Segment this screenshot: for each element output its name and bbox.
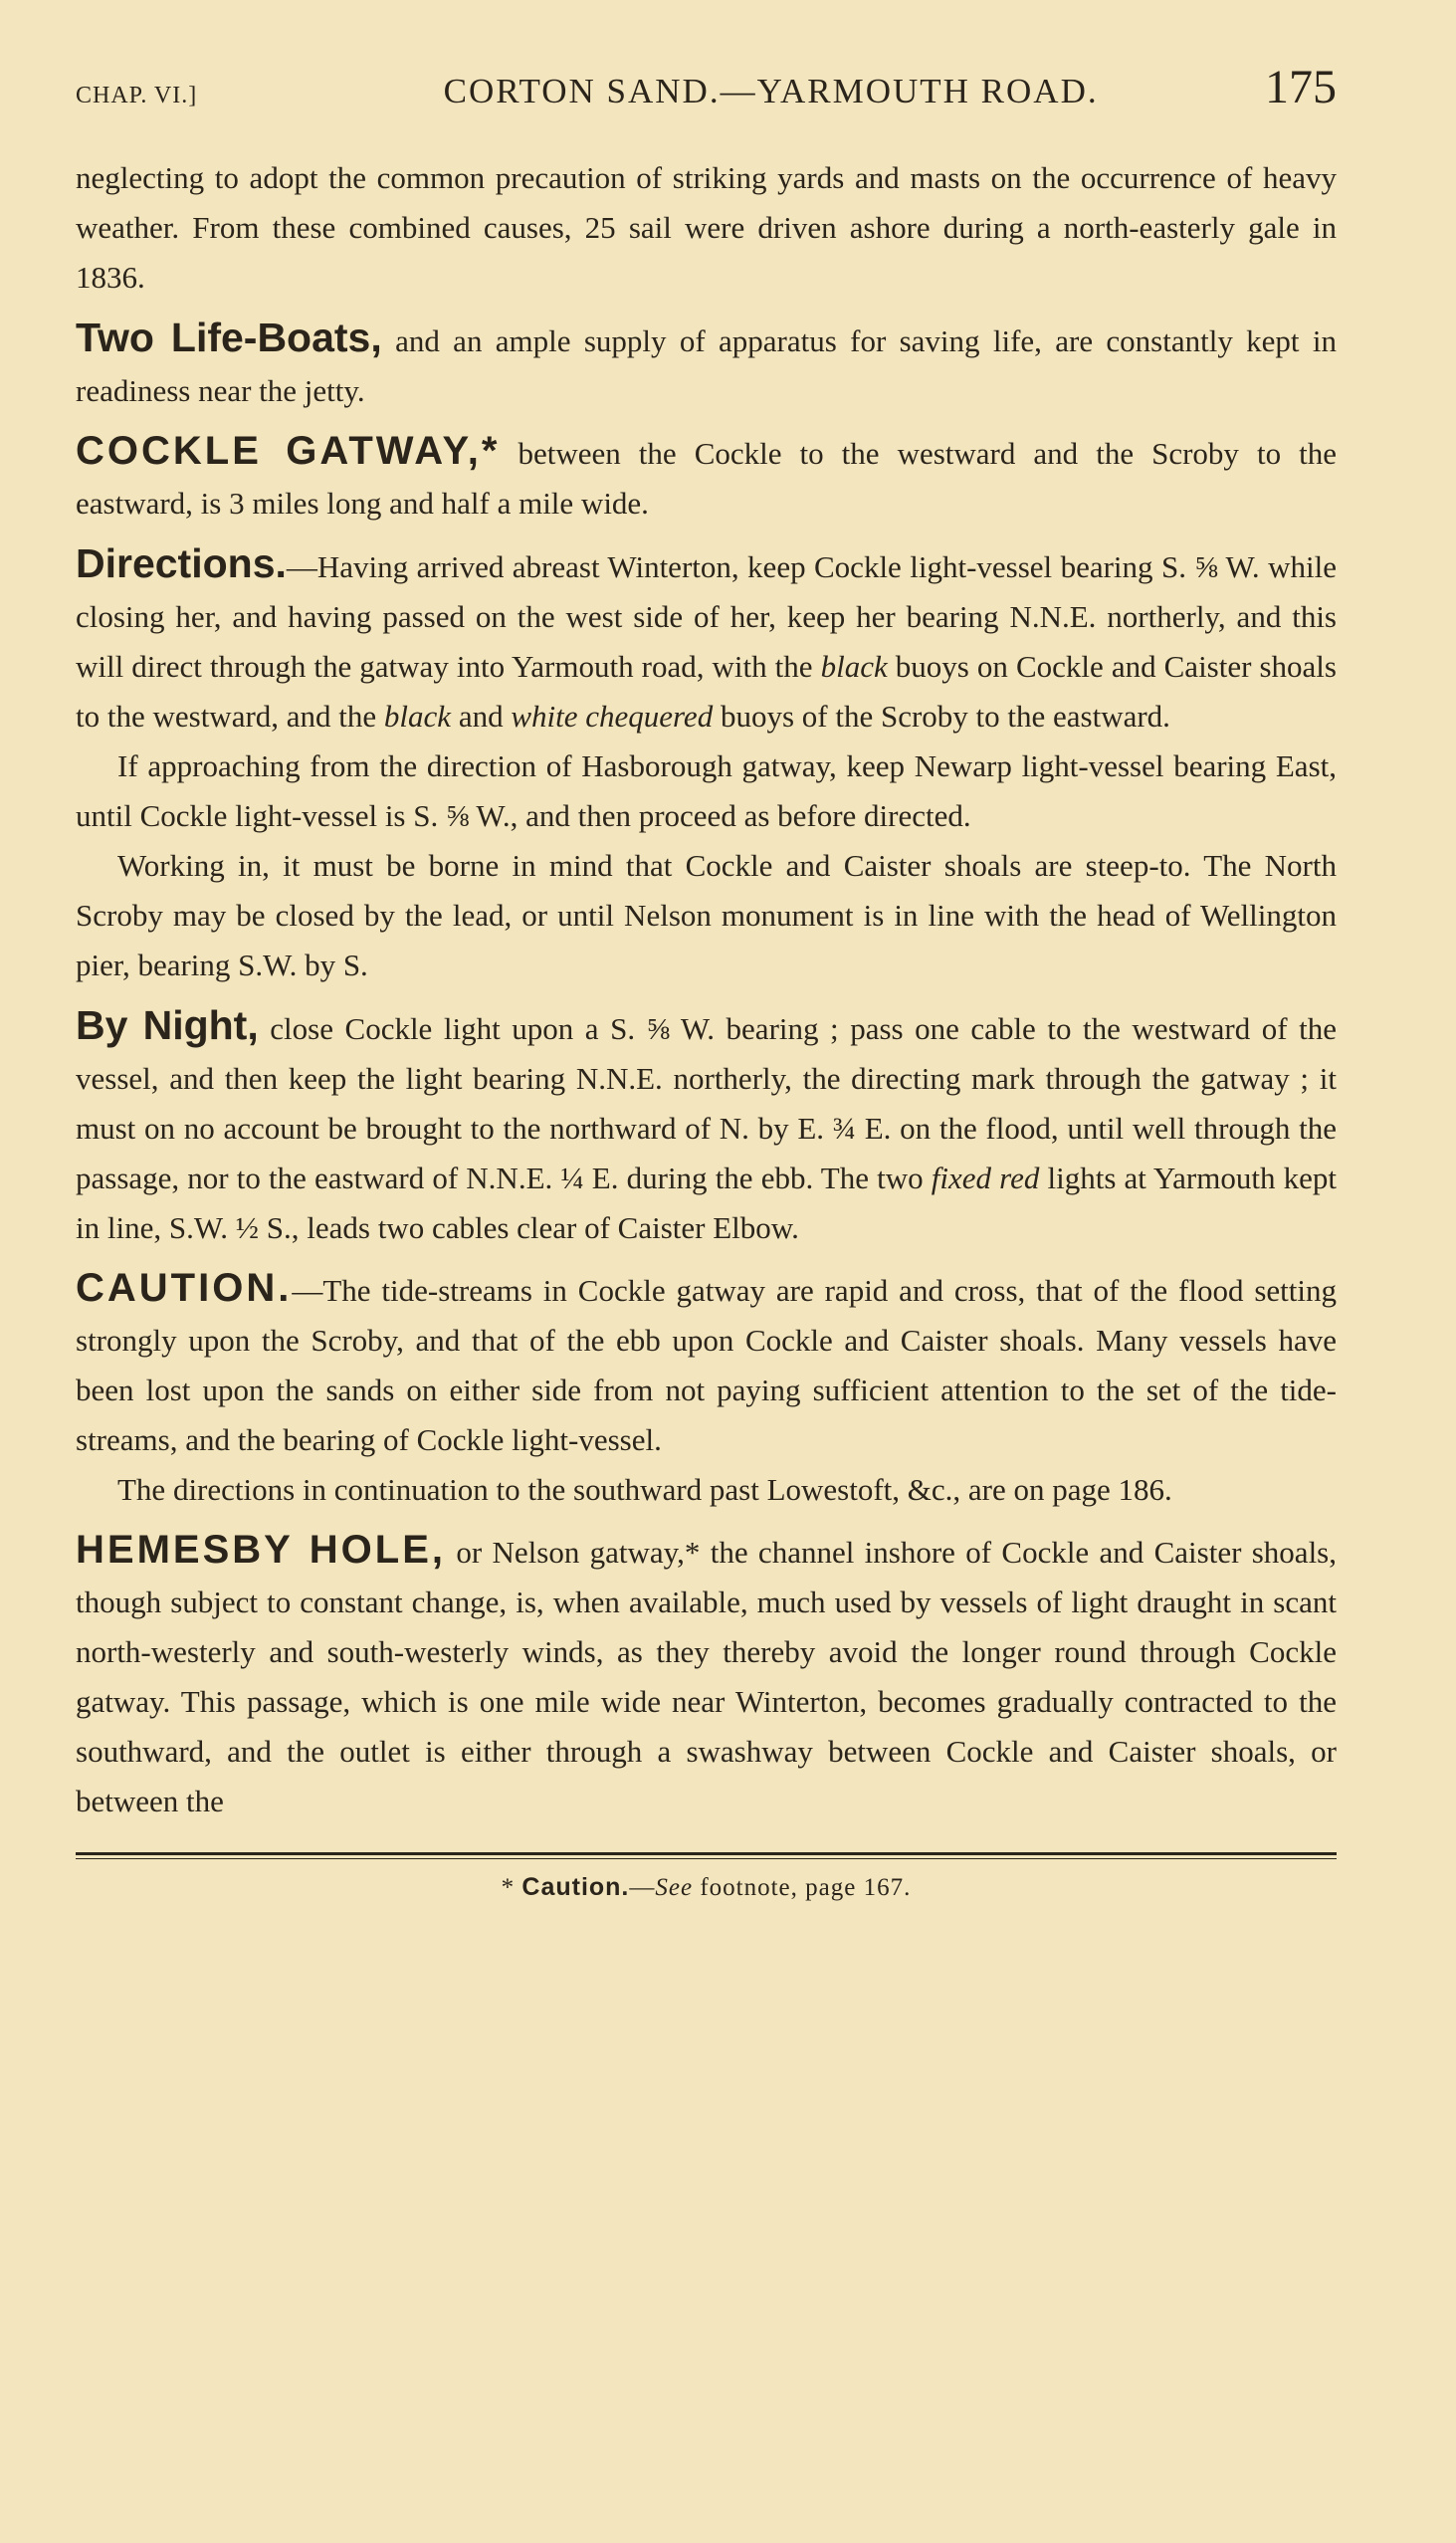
paragraph-cockle-gatway [76, 426, 1337, 529]
footnote-marker: * [501, 1874, 522, 1901]
paragraph-working-in: Working in, it must be borne in mind that Cockle and Caister shoals are steep-to. The North Scroby may be closed by the lead, or until Nelson monument is in line with the head of Wellington pier, bearing S.W. by S. [76, 848, 1337, 982]
horizontal-rule [76, 1852, 1337, 1859]
paragraph-life-boats [76, 313, 1337, 416]
paragraph-hemesby-hole [76, 1525, 1337, 1826]
paragraph-text: buoys on Cockle and Caister shoals to the westward, and the [76, 649, 1337, 734]
footnote-separator [76, 1852, 1337, 1859]
footnote [76, 1873, 1337, 1902]
footnote-text: footnote, page 167. [693, 1874, 912, 1901]
paragraph-text: lights at Yarmouth kept in line, S.W. ½ S., leads two cables clear of Caister Elbow. [76, 1161, 1337, 1245]
paragraph-directions [76, 538, 1337, 742]
paragraph-text: buoys of the Scroby to the eastward. [713, 699, 1170, 734]
paragraph-text: and [451, 699, 512, 734]
paragraph-text: close Cockle light upon a S. ⅝ W. bearing ; pass one cable to the westward of the vessel, and then keep the light bearing N.N.E. northerly, the directing mark through the gatway ; it must on no account be brought to the northward of N. by E. ¾ E. on the flood, until well through the passage, nor to the eastward of N.N.E. ¼ E. during the ebb. The two [76, 1011, 1337, 1195]
section-heading-life-boats: Two Life-Boats, [76, 315, 382, 360]
paragraph-text: and an ample supply of apparatus for saving life, are constantly kept in readiness near the jetty. [76, 323, 1337, 408]
paragraph-text: or Nelson gatway,* the channel inshore of Cockle and Caister shoals, though subject to constant change, is, when available, much used by vessels of light draught in scant north-westerly and south-westerly winds, as they thereby avoid the longer round through Cockle gatway. This passage, which is one mile wide near Winterton, becomes gradually contracted to the southward, and the outlet is either through a swashway between Cockle and Caister shoals, or between the [76, 1535, 1337, 1818]
chapter-label: CHAP. VI.] [76, 83, 198, 108]
section-heading-by-night: By Night, [76, 1002, 259, 1048]
footnote-see: See [655, 1874, 694, 1901]
paragraph-continuation: The directions in continuation to the southward past Lowestoft, &c., are on page 186. [117, 1472, 1172, 1507]
italic-text: fixed red [931, 1161, 1040, 1195]
italic-text: black [820, 649, 888, 684]
section-heading-cockle-gatway: COCKLE GATWAY,* [76, 429, 501, 473]
footnote-dash: — [629, 1874, 656, 1901]
paragraph-text: —The tide-streams in Cockle gatway are rapid and cross, that of the flood setting strongly upon the Scroby, and that of the ebb upon Cockle and Caister shoals. Many vessels have been lost upon the sands on either side from not paying sufficient attention to the set of the tide-streams, and the bearing of Cockle light-vessel. [76, 1273, 1337, 1457]
section-heading-caution: CAUTION. [76, 1266, 293, 1310]
page-body [76, 153, 1337, 1826]
italic-text: white chequered [511, 699, 714, 734]
paragraph-by-night [76, 1000, 1337, 1253]
paragraph-text: between the Cockle to the westward and the Scroby to the eastward, is 3 miles long and half a mile wide. [76, 436, 1337, 521]
paragraph-caution [76, 1263, 1337, 1465]
running-header [76, 60, 1337, 123]
italic-text: black [383, 699, 452, 734]
paragraph-text: —Having arrived abreast Winterton, keep Cockle light-vessel bearing S. ⅝ W. while closing her, and having passed on the west side of her, keep her bearing N.N.E. northerly, and this will direct through the gatway into Yarmouth road, with the [76, 549, 1337, 684]
footnote-heading: Caution. [521, 1873, 630, 1901]
section-heading-directions: Directions. [76, 540, 287, 586]
paragraph-weather: neglecting to adopt the common precaution of striking yards and masts on the occurrence of heavy weather. From these combined causes, 25 sail were driven ashore during a north-easterly gale in 1836. [76, 160, 1337, 295]
paragraph-hasborough: If approaching from the direction of Hasborough gatway, keep Newarp light-vessel bearing East, until Cockle light-vessel is S. ⅝ W., and then proceed as before directed. [76, 748, 1337, 833]
page-number: 175 [1264, 61, 1337, 113]
section-heading-hemesby-hole: HEMESBY HOLE, [76, 1528, 447, 1572]
page-title: CORTON SAND.—YARMOUTH ROAD. [443, 72, 1099, 110]
